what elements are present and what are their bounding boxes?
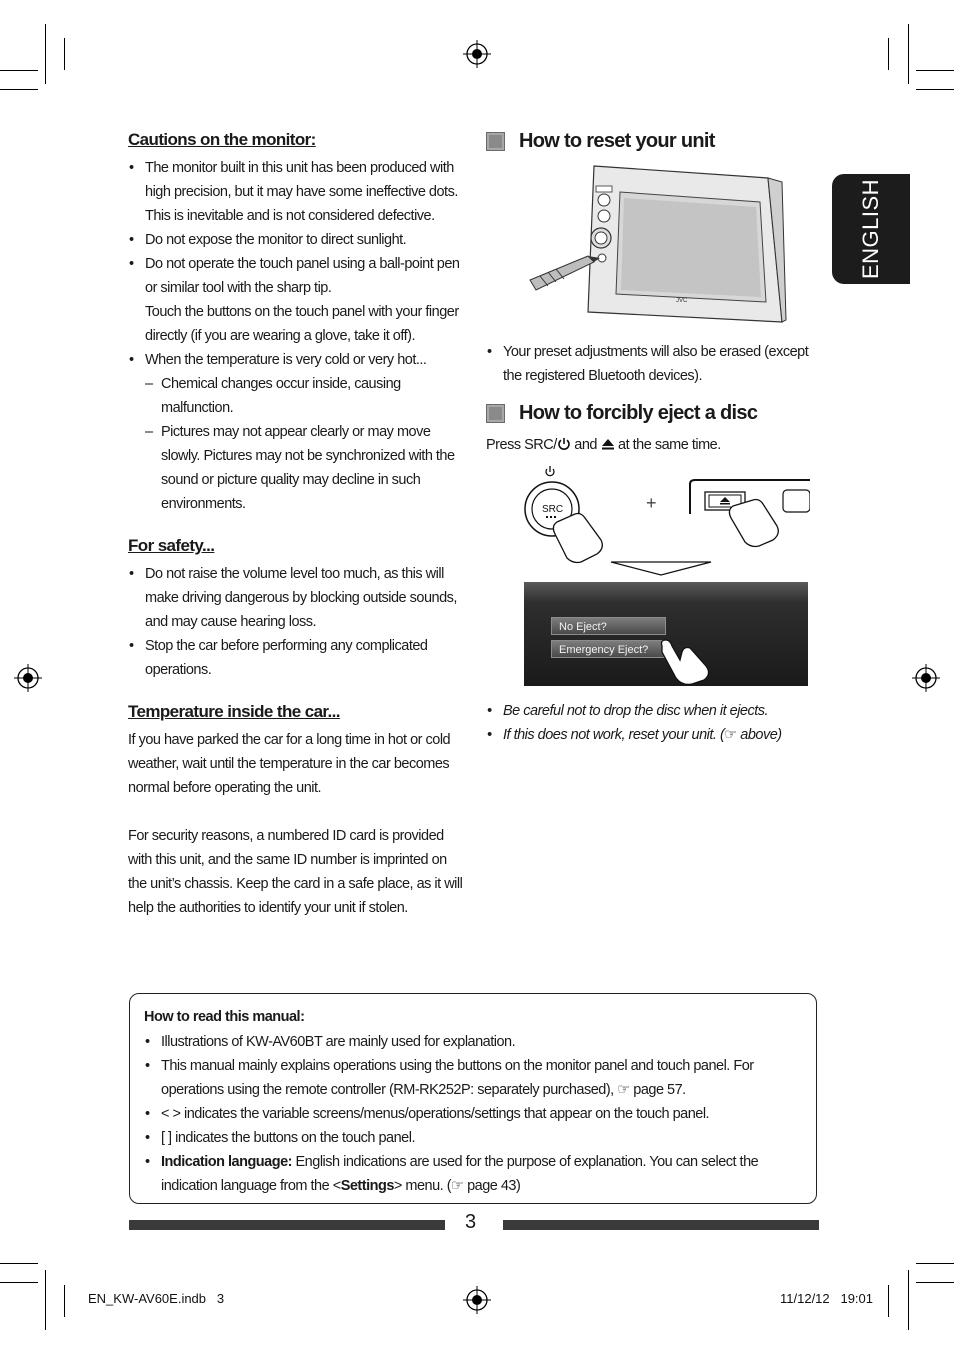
registration-mark-icon: [912, 664, 940, 692]
registration-mark-icon: [463, 40, 491, 68]
temperature-sub-list: [128, 372, 463, 516]
list-item: • When the temperature is very cold or very hot...: [128, 348, 463, 372]
language-tab: [832, 174, 910, 284]
eject-heading: [486, 402, 811, 425]
eject-instruction: [486, 433, 811, 457]
eject-icon: [601, 437, 615, 451]
list-item: – Pictures may not appear clearly or may move slowly. Pictures may not be synchronized with the sound or picture quality may decline in such environments.: [128, 420, 463, 516]
how-to-read-box: [129, 993, 817, 1204]
reset-heading-text: How to reset your unit: [519, 130, 715, 152]
list-item: • Be careful not to drop the disc when it ejects.: [486, 699, 811, 723]
temperature-heading: Temperature inside the car...: [128, 702, 340, 721]
instruction-text: Press SRC/: [486, 437, 557, 453]
list-item: • Do not raise the volume level too much, as this will make driving dangerous by blocking outside sounds, and may cause hearing loss.: [128, 562, 463, 634]
temperature-text: If you have parked the car for a long time in hot or cold weather, wait until the temperature in the car becomes normal before operating the unit.: [128, 732, 451, 796]
page-bar-left: [129, 1220, 445, 1230]
instruction-text: and: [570, 437, 601, 453]
touch-note: Touch the buttons on the touch panel with your finger directly (if you are wearing a glove, take it off).: [145, 304, 459, 344]
list-item: • If this does not work, reset your unit. (☞ above): [486, 723, 811, 747]
no-eject-option[interactable]: No Eject?: [551, 617, 666, 635]
registration-mark-icon: [14, 664, 42, 692]
indication-language-label: Indication language:: [161, 1154, 292, 1170]
list-item: • Your preset adjustments will also be erased (except the registered Bluetooth devices).: [486, 340, 811, 388]
footer-date: 11/12/12 19:01: [780, 1291, 874, 1306]
registration-mark-icon: [463, 1286, 491, 1314]
security-text: For security reasons, a numbered ID card is provided with this unit, and the same ID number is imprinted on the unit’s chassis. Keep the card in a safe place, as it will help the authorities to identify your unit if stolen.: [128, 828, 463, 916]
list-item: • [ ] indicates the buttons on the touch panel.: [144, 1126, 802, 1150]
list-item: • Illustrations of KW-AV60BT are mainly used for explanation.: [144, 1030, 802, 1054]
page-number: 3: [465, 1211, 477, 1233]
manual-list: [144, 1030, 802, 1198]
manual-box-title: How to read this manual:: [144, 1009, 305, 1025]
unit-reset-illustration: [528, 162, 788, 332]
indication-language-text: > menu. (☞ page 43): [393, 1178, 521, 1194]
section-square-icon: [486, 132, 505, 151]
list-item: • Do not operate the touch panel using a ball-point pen or similar tool with the sharp tip.: [128, 252, 463, 300]
temperature-caution-list: [128, 348, 463, 372]
reset-heading: [486, 130, 811, 153]
eject-notes: [486, 699, 811, 747]
list-item: • This manual mainly explains operations using the buttons on the monitor panel and touch panel. For operations using the remote controller (RM-RK252P: separately purchased), ☞ page 57.: [144, 1054, 802, 1102]
list-item: • Stop the car before performing any complicated operations.: [128, 634, 463, 682]
instruction-text: at the same time.: [614, 437, 721, 453]
reset-notes: [486, 340, 811, 457]
safety-heading: For safety...: [128, 536, 215, 555]
power-icon: [557, 437, 571, 451]
emergency-eject-screen: [524, 582, 808, 686]
list-item: – Chemical changes occur inside, causing malfunction.: [128, 372, 463, 420]
list-item: • Do not expose the monitor to direct sunlight.: [128, 228, 463, 252]
emergency-eject-option[interactable]: Emergency Eject?: [551, 640, 666, 658]
plus-sign: +: [646, 493, 657, 513]
unit-brand-label: JVC: [676, 298, 688, 304]
list-item: • < > indicates the variable screens/menus/operations/settings that appear on the touch panel.: [144, 1102, 802, 1126]
cautions-heading: Cautions on the monitor:: [128, 130, 316, 149]
list-item: [144, 1150, 802, 1198]
section-square-icon: [486, 404, 505, 423]
middle-column: [486, 130, 811, 153]
cautions-list: [128, 156, 463, 300]
page-bar-right: [503, 1220, 819, 1230]
hand-pointer-icon: [656, 638, 716, 686]
eject-heading-text: How to forcibly eject a disc: [519, 402, 758, 424]
eject-buttons-illustration: [515, 462, 810, 580]
language-tab-label: ENGLISH: [858, 178, 883, 280]
src-button-label: SRC: [542, 504, 564, 515]
list-item: • The monitor built in this unit has been produced with high precision, but it may have some ineffective dots. This is inevitable and is not considered defective.: [128, 156, 463, 228]
indication-language-text: English indications are used for the purpose of explanation. You can select the indication language from the <: [161, 1154, 759, 1194]
settings-menu-label: Settings: [340, 1178, 394, 1194]
safety-list: [128, 562, 463, 682]
left-column: [128, 130, 463, 920]
footer-file: EN_KW-AV60E.indb 3: [88, 1291, 225, 1306]
